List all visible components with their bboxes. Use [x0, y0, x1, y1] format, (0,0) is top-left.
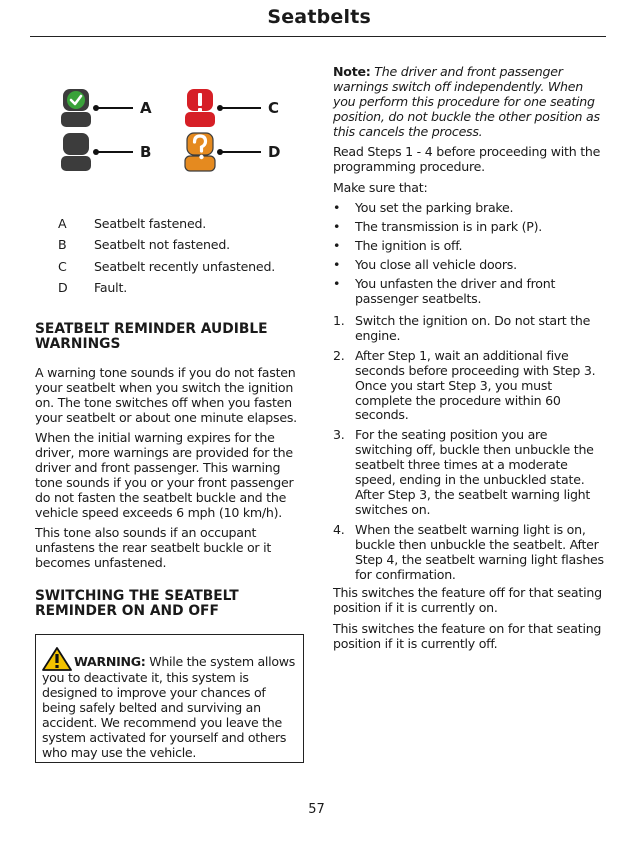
section-heading-switching: SWITCHING THE SEATBELT REMINDER ON AND OFF [35, 588, 239, 619]
legend-text: Seatbelt fastened. [94, 216, 207, 231]
legend-item [58, 280, 318, 296]
callout-line [220, 107, 261, 109]
figure-label-b: B [140, 143, 152, 161]
legend-item [58, 216, 318, 232]
paragraph-switches-on: This switches the feature on for that seating position if it is currently off. [333, 621, 602, 651]
prerequisite-list [333, 201, 608, 311]
paragraph-warning-tone: A warning tone sounds if you do not fasten your seatbelt when you switch the ignition on. The tone switches off when you fasten your seatbelt or about one minute elapses. [35, 365, 297, 425]
callout-line [96, 107, 133, 109]
list-item: • You close all vehicle doors. [333, 257, 517, 272]
note-label: Note: [333, 64, 371, 79]
callout-line [220, 151, 261, 153]
callout-line [96, 151, 133, 153]
section-heading-audible-warnings: SEATBELT REMINDER AUDIBLE WARNINGS [35, 321, 268, 352]
paragraph-initial-warning: When the initial warning expires for the driver, more warnings are provided for the driver and front passenger. This warning tone sounds if you or your front passenger do not fasten the seatbelt buckle and the vehicle speed exceeds 6 mph (10 km/h). [35, 430, 294, 520]
seatbelt-recently-unfastened-icon [184, 88, 216, 128]
note-text: The driver and front passenger warnings switch off independently. When you perform this procedure for one seating position, do not buckle the other position as this cancels the process. [333, 64, 600, 139]
paragraph-switches-off: This switches the feature off for that seating position if it is currently on. [333, 585, 602, 615]
list-item: • You set the parking brake. [333, 200, 514, 215]
seatbelt-not-fastened-icon [60, 132, 92, 172]
legend-item [58, 259, 318, 275]
step-item: 4. When the seatbelt warning light is on, buckle then unbuckle the seatbelt. After Step 4, the seatbelt warning light flashes for confirmation. [333, 521, 604, 582]
note-paragraph [333, 65, 608, 140]
warning-paragraph [42, 647, 297, 760]
legend-letter: C [58, 259, 67, 274]
paragraph-read-steps: Read Steps 1 - 4 before proceeding with the programming procedure. [333, 144, 601, 174]
warning-box [35, 634, 304, 763]
paragraph-rear-seatbelt: This tone also sounds if an occupant unfastens the rear seatbelt buckle or it becomes unfastened. [35, 525, 272, 570]
legend-text: Seatbelt not fastened. [94, 237, 230, 252]
legend-letter: A [58, 216, 67, 231]
seatbelt-fastened-icon [60, 88, 92, 128]
figure-label-d: D [268, 143, 281, 161]
seatbelt-fault-icon [184, 132, 216, 172]
warning-triangle-icon [42, 647, 72, 671]
page-title: Seatbelts [267, 6, 371, 28]
legend-letter: B [58, 237, 67, 252]
procedure-steps [333, 314, 608, 587]
step-item: 2. After Step 1, wait an additional five seconds before proceeding with Step 3. Once you start Step 3, you must complete the procedure within 60 seconds. [333, 347, 596, 423]
step-item: 1. Switch the ignition on. Do not start the engine. [333, 313, 591, 343]
step-item: 3. For the seating position you are switching off, buckle then unbuckle the seatbelt three times at a moderate speed, ending in the unbuckled state. After Step 3, the seatbelt warning light switches on. [333, 427, 594, 517]
list-item: • The transmission is in park (P). [333, 219, 543, 234]
seatbelt-indicator-figure [60, 88, 300, 178]
title-divider [30, 36, 606, 37]
legend-text: Fault. [94, 280, 128, 295]
figure-label-c: C [268, 99, 280, 117]
page-number: 57 [308, 802, 325, 817]
figure-label-a: A [140, 99, 152, 117]
warning-text: While the system allows you to deactivate it, this system is designed to improve your chances of being safely belted and surviving an accident. We recommend you leave the system activated for yourself and others who may use the vehicle. [42, 654, 295, 760]
warning-label: WARNING: [74, 654, 146, 669]
paragraph-make-sure: Make sure that: [333, 180, 428, 195]
legend-letter: D [58, 280, 68, 295]
list-item: • The ignition is off. [333, 238, 463, 253]
legend-item [58, 237, 318, 253]
list-item: • You unfasten the driver and front passenger seatbelts. [333, 276, 556, 306]
legend-text: Seatbelt recently unfastened. [94, 259, 276, 274]
